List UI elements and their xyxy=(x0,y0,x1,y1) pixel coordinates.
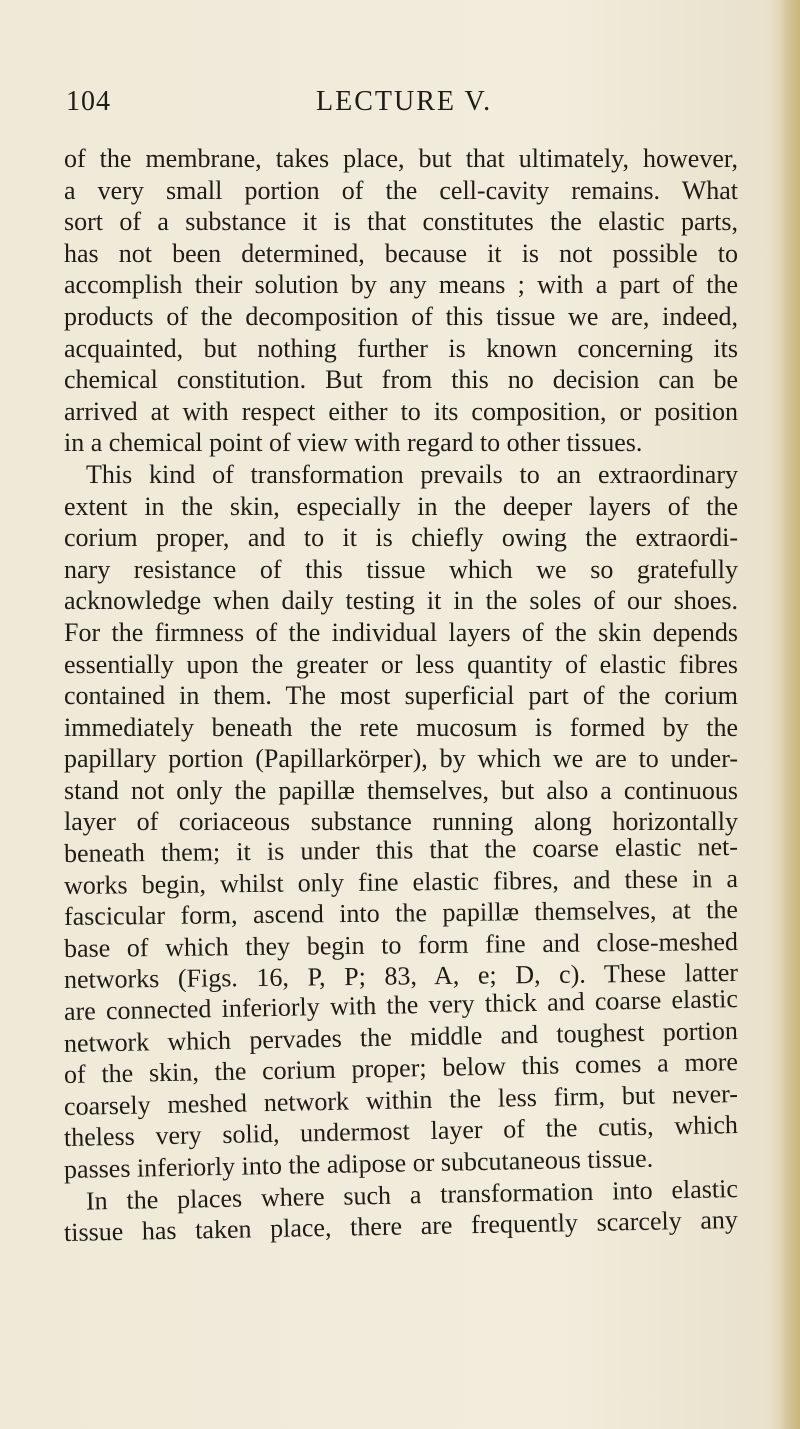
text-line: extent in the skin, especially in the deeper layers of the xyxy=(64,491,738,521)
text-line: passes inferiorly into the adipose or subcutaneous tissue. xyxy=(63,1143,654,1184)
text-line: has not been determined, because it is not possible to xyxy=(64,238,738,268)
text-line: corium proper, and to it is chiefly owing the extraordi- xyxy=(64,523,738,553)
text-line: immediately beneath the rete mucosum is formed by the xyxy=(64,712,738,742)
text-line: This kind of transformation prevails to an extraordinary xyxy=(86,459,738,489)
text-line: layer of coriaceous substance running along horizontally xyxy=(64,807,738,837)
text-line: networks (Figs. 16, P, P; 83, A, e; D, c). These latter xyxy=(63,958,739,995)
text-line: of the skin, the corium proper; below this comes a more xyxy=(63,1047,739,1090)
text-line: in a chemical point of view with regard to other tissues. xyxy=(64,428,643,458)
text-line: network which pervades the middle and toughest portion xyxy=(63,1015,739,1058)
page-number: 104 xyxy=(66,86,111,117)
text-line: sort of a substance it is that constitutes the elastic parts, xyxy=(64,207,738,237)
text-line: a very small portion of the cell-cavity remains. What xyxy=(64,175,738,205)
text-line: nary resistance of this tissue which we so gratefully xyxy=(64,554,738,584)
page-header xyxy=(0,86,800,126)
text-line: arrived at with respect either to its composition, or position xyxy=(64,396,738,426)
text-line: contained in them. The most superficial part of the corium xyxy=(64,681,738,711)
text-line: essentially upon the greater or less quantity of elastic fibres xyxy=(64,649,738,679)
text-line: chemical constitution. But from this no decision can be xyxy=(64,365,738,395)
text-line: papillary portion (Papillarkörper), by which we are to under- xyxy=(64,744,738,774)
body-text xyxy=(64,143,738,1249)
text-line: products of the decomposition of this tissue we are, indeed, xyxy=(64,301,738,331)
text-line: acquainted, but nothing further is known concerning its xyxy=(64,333,738,363)
text-line: acknowledge when daily testing it in the soles of our shoes. xyxy=(64,586,738,616)
running-head: LECTURE V. xyxy=(316,86,493,117)
text-line: are connected inferiorly with the very thick and coarse elastic xyxy=(63,984,739,1027)
text-line: beneath them; it is under this that the coarse elastic net- xyxy=(63,832,739,869)
text-line: fascicular form, ascend into the papillæ themselves, at the xyxy=(63,895,739,932)
page-edge-shadow xyxy=(778,0,800,1429)
text-line: stand not only the papillæ themselves, but also a continuous xyxy=(64,775,738,805)
text-line: works begin, whilst only fine elastic fibres, and these in a xyxy=(63,863,739,900)
text-line: tissue has taken place, there are frequently scarcely any xyxy=(63,1205,739,1248)
text-line: theless very solid, undermost layer of the cutis, which xyxy=(63,1110,739,1153)
text-line: base of which they begin to form fine and close-meshed xyxy=(63,926,739,963)
text-line: In the places where such a transformation into elastic xyxy=(85,1173,739,1216)
text-line: of the membrane, takes place, but that ultimately, however, xyxy=(64,144,738,173)
text-line: accomplish their solution by any means ; with a part of the xyxy=(64,270,738,300)
text-line: coarsely meshed network within the less firm, but never- xyxy=(63,1078,739,1121)
text-line: For the firmness of the individual layers of the skin depends xyxy=(64,617,738,647)
